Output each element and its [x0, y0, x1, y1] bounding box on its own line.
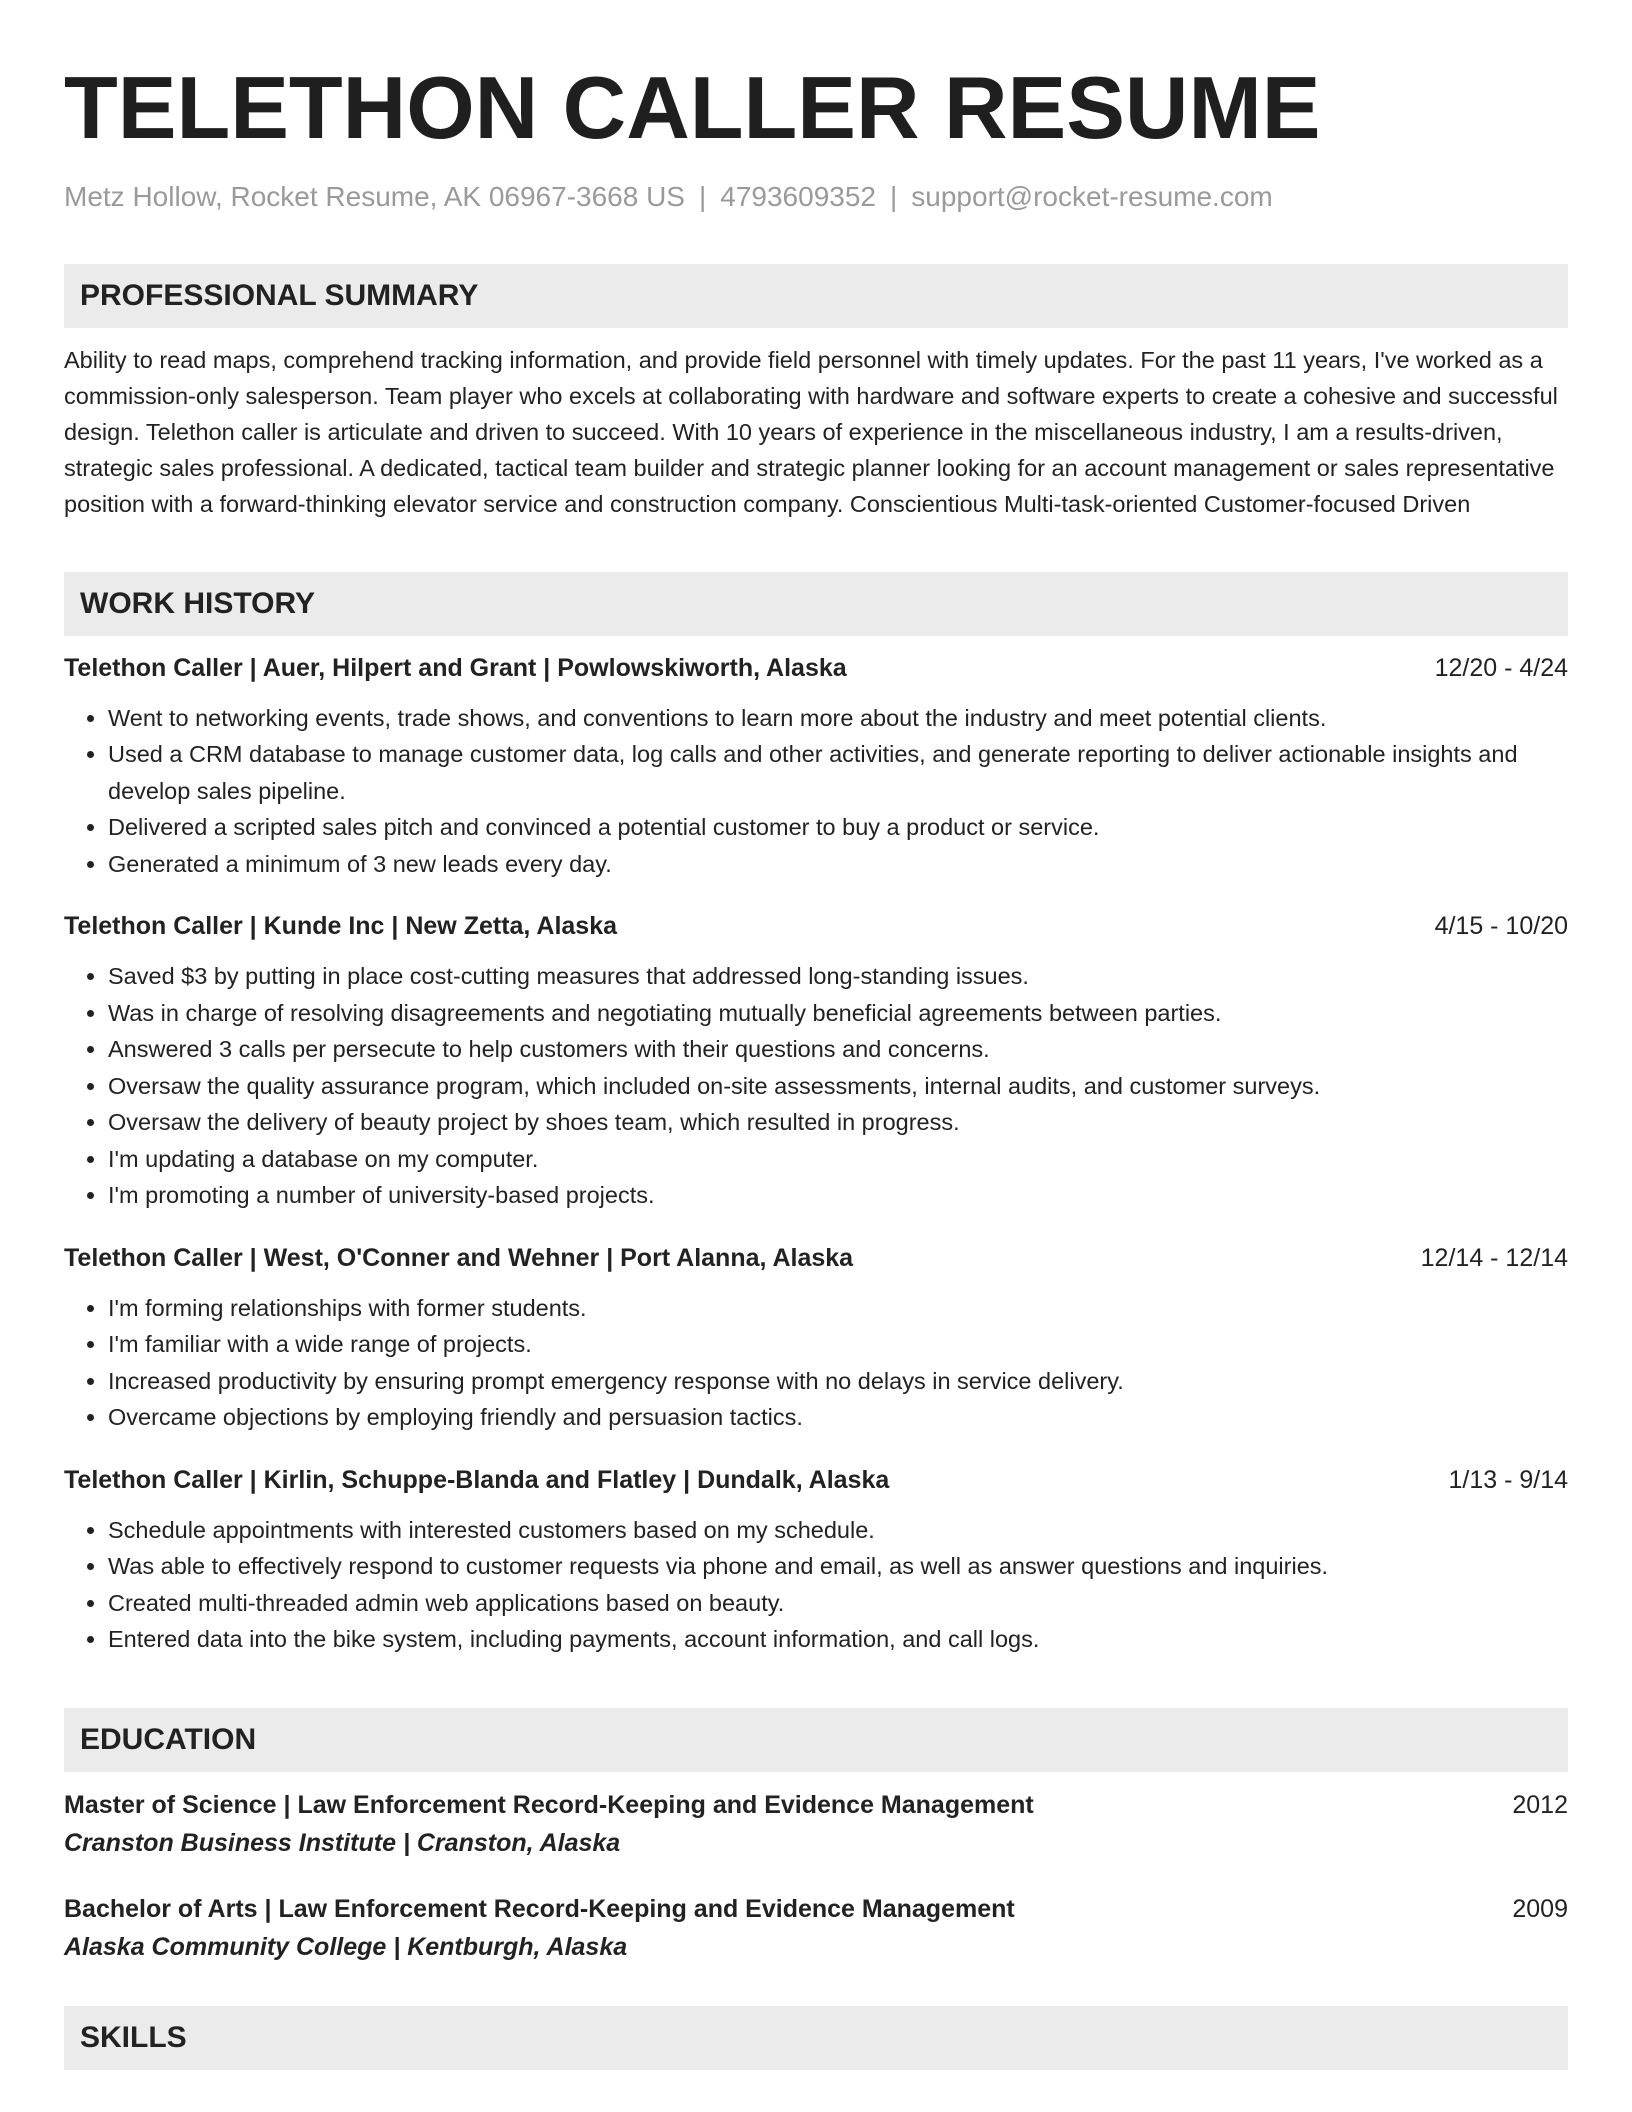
bullet-item: • Delivered a scripted sales pitch and convinced a potential customer to buy a product or service.: [108, 809, 1568, 846]
work-history-list: [64, 650, 1568, 1658]
section-heading-summary: PROFESSIONAL SUMMARY: [64, 264, 1568, 328]
job-entry: [64, 1462, 1568, 1658]
summary-text: Ability to read maps, comprehend tracking information, and provide field personnel with timely updates. For the past 11 years, I've worked as a commission-only salesperson. Team player who excels at collaborating with hardware and software experts to create a cohesive and successful design. Telethon caller is articulate and driven to succeed. With 10 years of experience in the miscellaneous industry, I am a results-driven, strategic sales professional. A dedicated, tactical team builder and strategic planner looking for an account management or sales representative position with a forward-thinking elevator service and construction company. Conscientious Multi-task-oriented Customer-focused Driven: [64, 346, 1558, 517]
bullet-item: • Overcame objections by employing friendly and persuasion tactics.: [108, 1399, 1568, 1436]
degree: Bachelor of Arts | Law Enforcement Record-Keeping and Evidence Management: [64, 1894, 1015, 1923]
job-header: [64, 650, 1568, 686]
email-link[interactable]: support@rocket-resume.com: [911, 181, 1273, 212]
bullet-item: • Schedule appointments with interested customers based on my schedule.: [108, 1512, 1568, 1549]
job-dates: 4/15 - 10/20: [1434, 912, 1568, 941]
resume-title: TELETHON CALLER RESUME: [64, 58, 1321, 157]
section-heading-work: WORK HISTORY: [64, 572, 1568, 636]
school: Alaska Community College | Kentburgh, Alaska: [64, 1932, 628, 1961]
school: Cranston Business Institute | Cranston, Alaska: [64, 1828, 621, 1857]
graduation-year: 2012: [1512, 1790, 1568, 1819]
job-entry: [64, 908, 1568, 1214]
job-title: Telethon Caller | Kunde Inc | New Zetta, Alaska: [64, 912, 618, 941]
job-header: [64, 908, 1568, 944]
job-bullets: [64, 1290, 1568, 1436]
bullet-item: • Was in charge of resolving disagreements and negotiating mutually beneficial agreements between parties.: [108, 995, 1568, 1032]
separator: |: [698, 181, 707, 212]
separator: |: [890, 181, 898, 212]
bullet-item: • Went to networking events, trade shows, and conventions to learn more about the industry and meet potential clients.: [108, 700, 1568, 737]
education-header: [64, 1890, 1568, 1928]
section-heading-education: EDUCATION: [64, 1708, 1568, 1772]
address: Metz Hollow, Rocket Resume, AK 06967-3668 US: [64, 181, 685, 212]
job-title: Telethon Caller | Kirlin, Schuppe-Blanda and Flatley | Dundalk, Alaska: [64, 1465, 890, 1494]
bullet-item: • Increased productivity by ensuring prompt emergency response with no delays in service delivery.: [108, 1363, 1568, 1400]
bullet-item: • Saved $3 by putting in place cost-cutting measures that addressed long-standing issues.: [108, 958, 1568, 995]
job-dates: 1/13 - 9/14: [1448, 1465, 1568, 1494]
bullet-item: • Entered data into the bike system, including payments, account information, and call logs.: [108, 1621, 1568, 1658]
bullet-item: • I'm promoting a number of university-based projects.: [108, 1177, 1568, 1214]
bullet-item: • Oversaw the delivery of beauty project by shoes team, which resulted in progress.: [108, 1104, 1568, 1141]
phone: 4793609352: [720, 181, 876, 212]
education-list: [64, 1786, 1568, 1966]
education-entry: [64, 1890, 1568, 1966]
section-heading-skills: SKILLS: [64, 2006, 1568, 2070]
education-header: [64, 1786, 1568, 1824]
education-entry: [64, 1786, 1568, 1862]
bullet-item: • Oversaw the quality assurance program, which included on-site assessments, internal audits, and customer surveys.: [108, 1068, 1568, 1105]
bullet-item: • I'm forming relationships with former students.: [108, 1290, 1568, 1327]
job-header: [64, 1462, 1568, 1498]
contact-line: [64, 180, 1568, 214]
job-dates: 12/14 - 12/14: [1420, 1243, 1568, 1272]
bullet-item: • Was able to effectively respond to customer requests via phone and email, as well as answer questions and inquiries.: [108, 1548, 1568, 1585]
bullet-item: • I'm familiar with a wide range of projects.: [108, 1326, 1568, 1363]
bullet-item: • Used a CRM database to manage customer data, log calls and other activities, and generate reporting to deliver actionable insights and develop sales pipeline.: [108, 736, 1568, 809]
bullet-item: • Answered 3 calls per persecute to help customers with their questions and concerns.: [108, 1031, 1568, 1068]
job-title: Telethon Caller | Auer, Hilpert and Grant | Powlowskiworth, Alaska: [64, 653, 847, 682]
job-bullets: [64, 700, 1568, 883]
job-title: Telethon Caller | West, O'Conner and Wehner | Port Alanna, Alaska: [64, 1243, 854, 1272]
bullet-item: • I'm updating a database on my computer.: [108, 1141, 1568, 1178]
bullet-item: • Generated a minimum of 3 new leads every day.: [108, 846, 1568, 883]
graduation-year: 2009: [1512, 1894, 1568, 1923]
job-entry: [64, 1240, 1568, 1436]
job-bullets: [64, 1512, 1568, 1658]
job-dates: 12/20 - 4/24: [1434, 653, 1568, 682]
job-header: [64, 1240, 1568, 1276]
job-entry: [64, 650, 1568, 883]
bullet-item: • Created multi-threaded admin web applications based on beauty.: [108, 1585, 1568, 1622]
degree: Master of Science | Law Enforcement Record-Keeping and Evidence Management: [64, 1790, 1034, 1819]
job-bullets: [64, 958, 1568, 1214]
